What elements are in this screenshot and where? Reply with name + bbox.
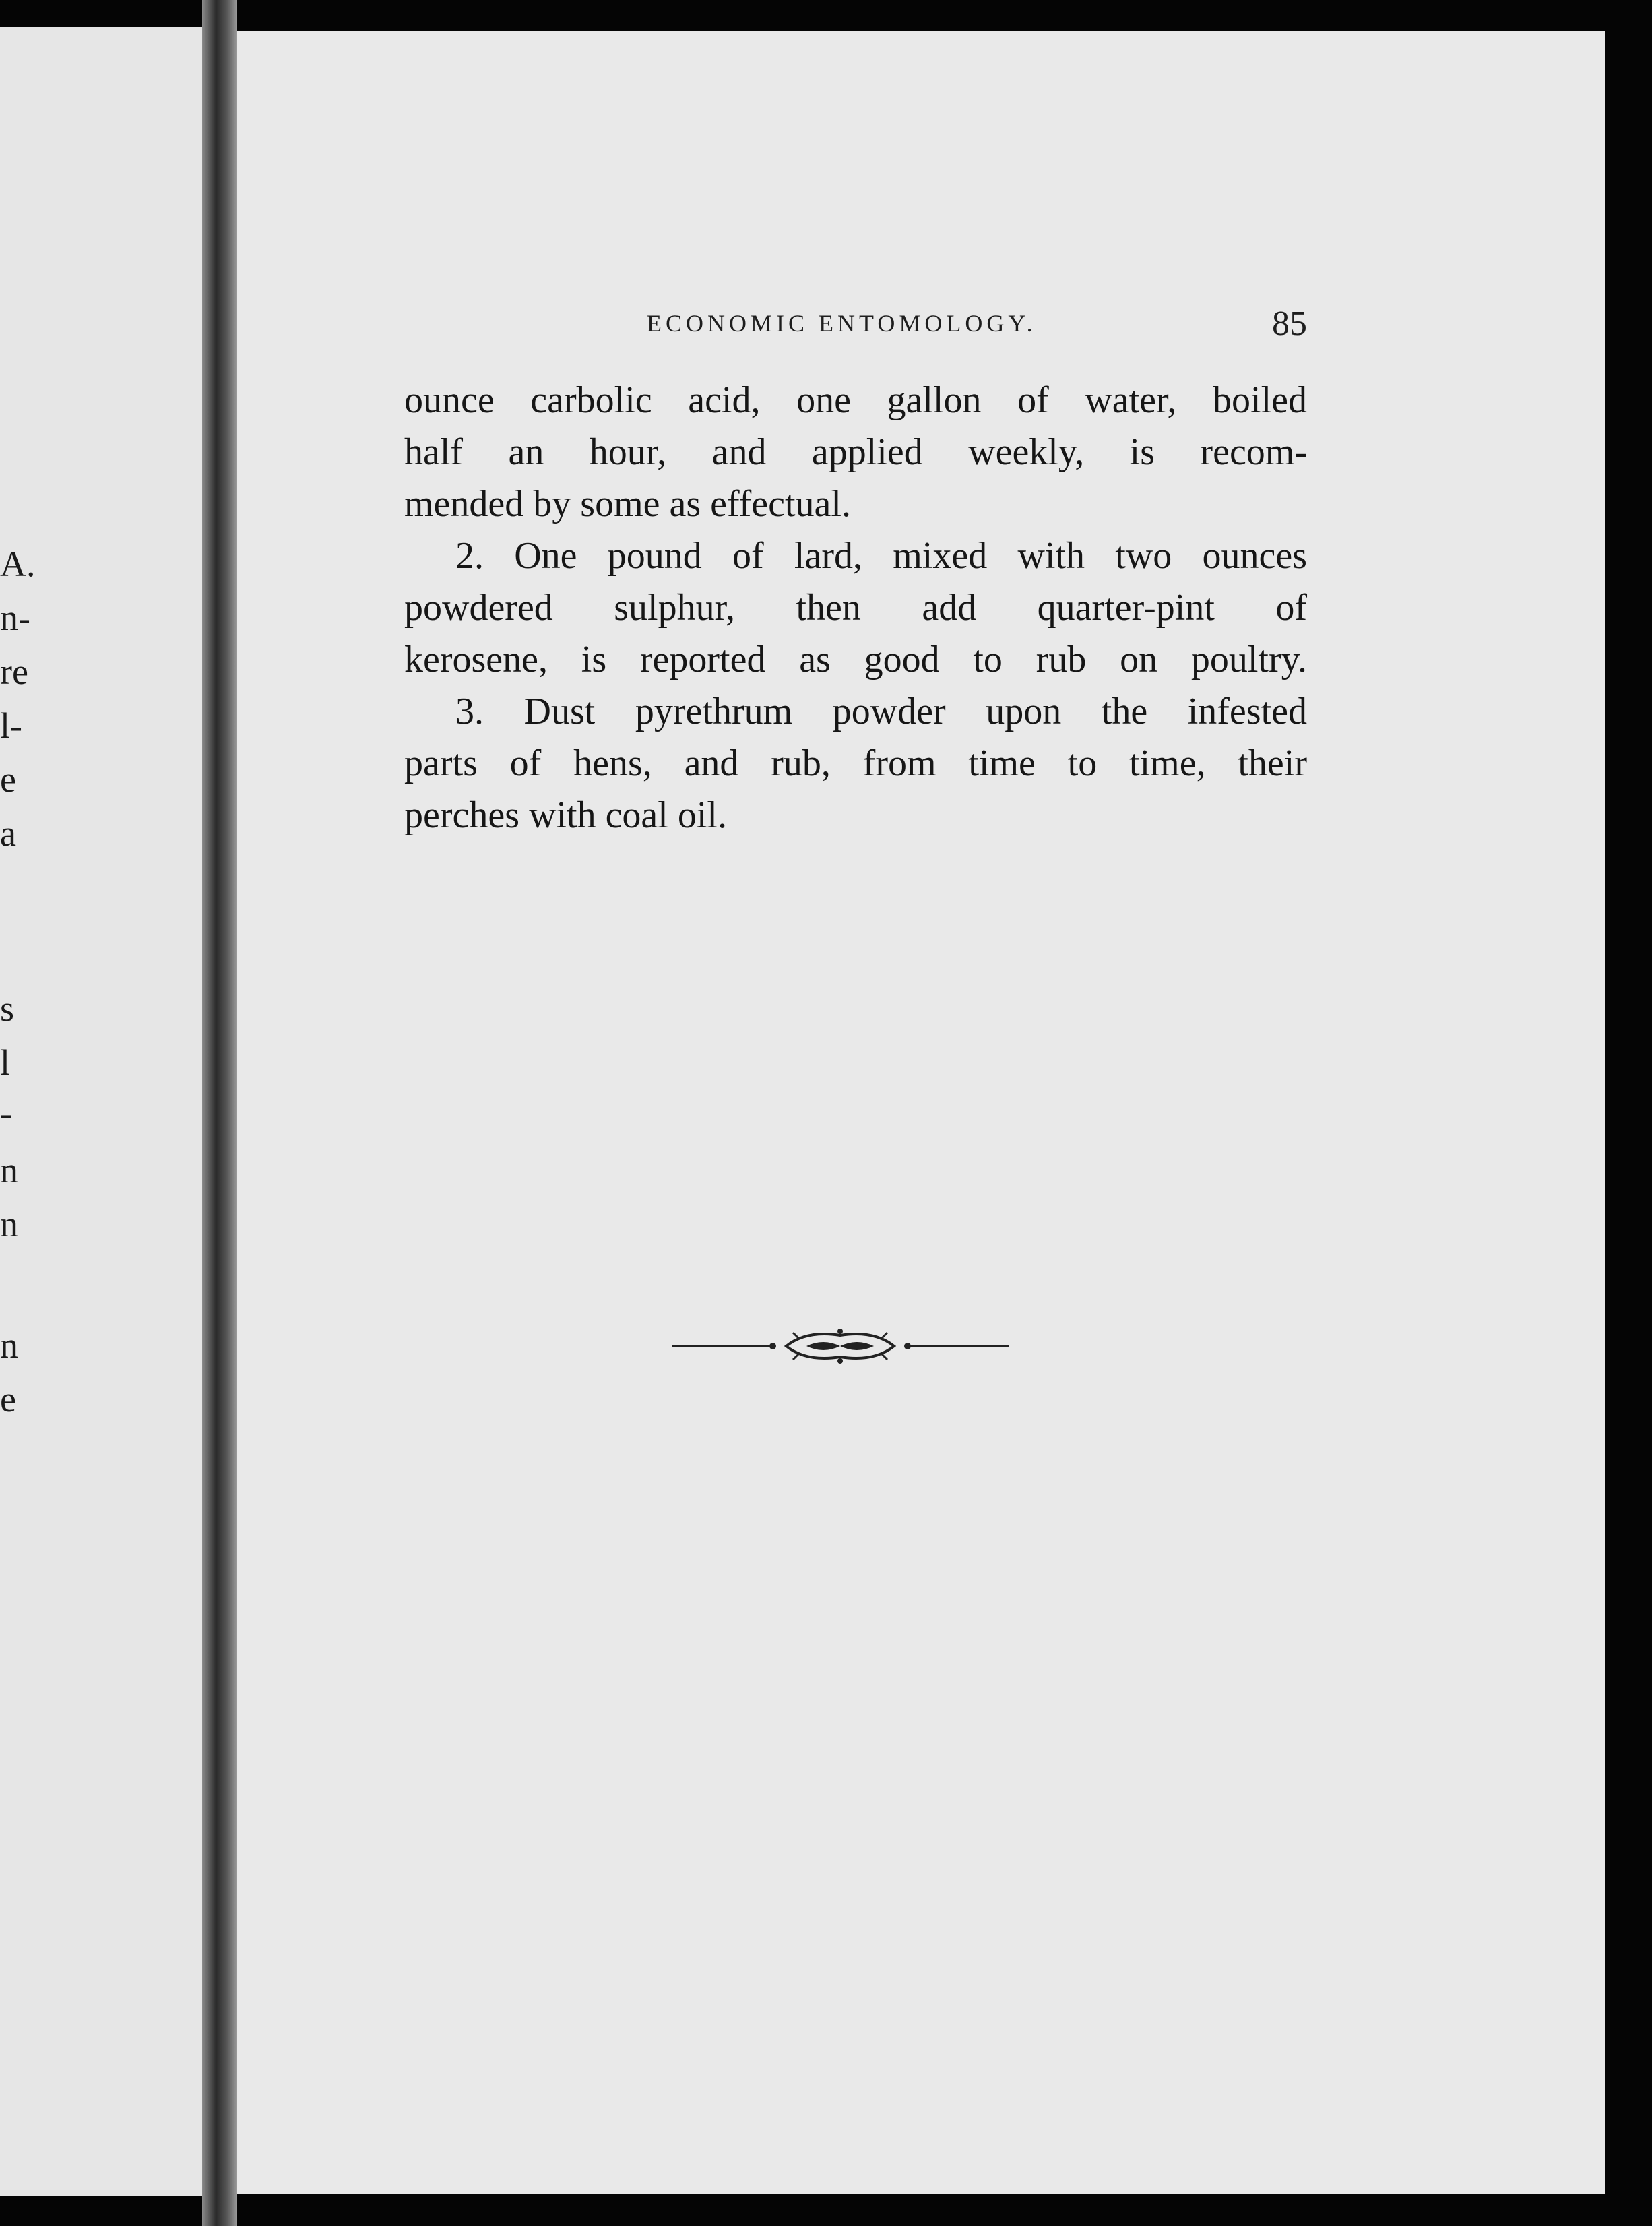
body-text <box>404 375 1307 841</box>
facing-page-fragment-text: n <box>0 1150 18 1190</box>
page-number: 85 <box>1272 305 1307 343</box>
text-line: half an hour, and applied weekly, is recom- <box>404 431 1307 473</box>
book-gutter <box>202 0 237 2226</box>
text-line: kerosene, is reported as good to rub on poultry. <box>404 639 1307 680</box>
facing-page-fragment-text: e <box>0 759 16 800</box>
facing-page-fragment-text: a <box>0 813 16 854</box>
decorative-ornament-icon <box>672 1326 1009 1366</box>
facing-page-fragment-text: l <box>0 1042 11 1083</box>
facing-page-fragment-text: l- <box>0 705 22 746</box>
running-head <box>647 304 1577 351</box>
facing-page-fragment-text: re <box>0 651 28 692</box>
text-line: parts of hens, and rub, from time to time, their <box>404 742 1307 784</box>
text-line: perches with coal oil. <box>404 794 727 836</box>
text-line: mended by some as effectual. <box>404 483 851 525</box>
text-line: powdered sulphur, then add quarter-pint of <box>404 587 1307 629</box>
facing-page-fragment-text: n- <box>0 598 30 638</box>
facing-page-fragment <box>0 27 225 2196</box>
book-page <box>237 31 1605 2194</box>
running-title: ECONOMIC ENTOMOLOGY. <box>647 310 1037 337</box>
text-line: 3. Dust pyrethrum powder upon the infested <box>455 691 1307 732</box>
facing-page-fragment-text: - <box>0 1093 12 1133</box>
facing-page-fragment-text: e <box>0 1379 16 1420</box>
facing-page-fragment-text: n <box>0 1325 18 1366</box>
facing-page-fragment-text: A. <box>0 544 36 584</box>
text-line: 2. One pound of lard, mixed with two ounces <box>455 535 1307 577</box>
facing-page-fragment-text: n <box>0 1204 18 1244</box>
text-line: ounce carbolic acid, one gallon of water, boiled <box>404 379 1307 421</box>
facing-page-fragment-text: s <box>0 988 15 1029</box>
